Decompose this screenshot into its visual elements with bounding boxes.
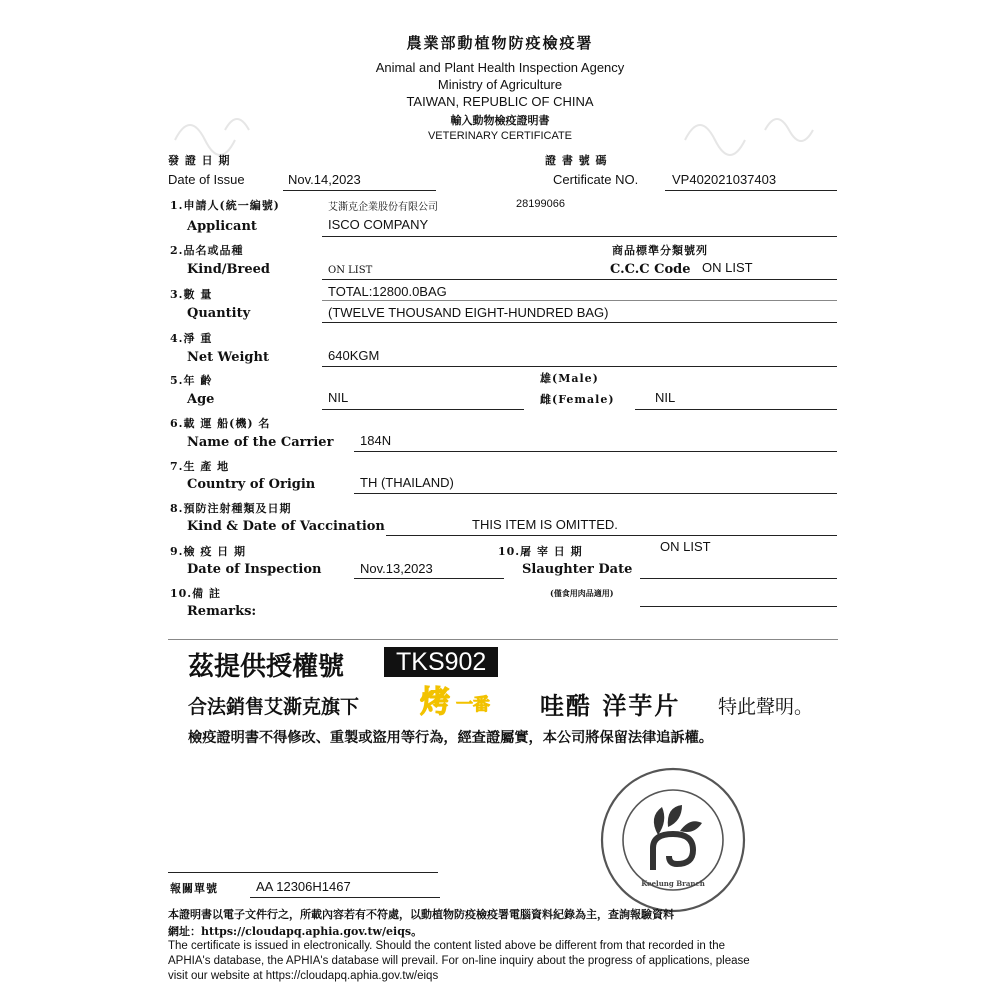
age-label-en: Age [187,392,215,407]
footer-zh-line1: 本證明書以電子文件行之，所載內容若有不符處，以動植物防疫檢疫署電腦資料紀錄為主，查詢報驗資料 [168,908,674,921]
ccc-value: ON LIST [702,260,753,275]
cert-type-zh: 輸入動物檢疫證明書 [450,114,550,127]
age-label-zh: 5.年 齡 [170,374,213,387]
kind-value: ON LIST [328,265,373,276]
svg-text:一番: 一番 [456,695,490,715]
remarks-label-en: Remarks: [187,604,257,619]
cert-no-value: VP402021037403 [672,172,777,187]
line2-suffix: 特此聲明。 [718,696,814,718]
remarks-label-zh: 10.備 註 [170,587,221,600]
carrier-label-zh: 6.載 運 船(機) 名 [170,417,271,430]
issue-date-value: Nov.14,2023 [288,172,361,187]
footer-en-line2: APHIA's database, the APHIA's database will prevail. For on-line inquiry about the progress of applications, please [168,955,750,967]
auth-label: 茲提供授權號 [188,652,345,682]
age-value: NIL [328,390,349,405]
brand-logo-icon [418,682,528,722]
origin-value: TH (THAILAND) [360,475,454,490]
quantity-value-words: (TWELVE THOUSAND EIGHT-HUNDRED BAG) [328,305,609,320]
footer-zh-line2: 網址：https://cloudapq.aphia.gov.tw/eiqs。 [168,925,423,938]
applicant-label-zh: 1.申請人(統一編號) [170,199,280,212]
footer-en-line1: The certificate is issued in electronically. Should the content listed above be different from that recorded in the [168,940,725,952]
cert-no-label-zh: 證 書 號 碼 [545,154,608,167]
inspection-value: Nov.13,2023 [360,561,433,576]
slaughter-note: (僅食用肉品適用) [550,588,614,598]
slaughter-label-zh: 10.屠 宰 日 期 [498,545,583,558]
vaccination-value: THIS ITEM IS OMITTED. [472,517,618,532]
carrier-label-en: Name of the Carrier [187,435,334,450]
seal-branch: Keelung Branch [641,879,705,888]
applicant-tax-id: 28199066 [516,198,565,210]
origin-label-en: Country of Origin [187,477,316,492]
vaccination-label-zh: 8.預防注射種類及日期 [170,502,292,515]
issue-date-label-en: Date of Issue [168,172,245,187]
agency-title-zh: 農業部動植物防疫檢疫署 [406,34,594,52]
quantity-label-zh: 3.數 量 [170,288,213,301]
carrier-value: 184N [360,433,392,448]
footer-en-line3: visit our website at https://cloudapq.aphia.gov.tw/eiqs [168,970,439,982]
product-name: 哇酷 洋芋片 [540,692,681,720]
official-seal [598,765,748,915]
report-label-zh: 報關單號 [170,882,218,895]
slaughter-label-en: Slaughter Date [522,562,633,577]
ministry-title: Ministry of Agriculture [437,77,563,92]
slaughter-value: ON LIST [660,539,711,554]
svg-text:烤: 烤 [420,685,450,720]
ccc-label-zh: 商品標準分類號列 [612,244,708,257]
weight-label-zh: 4.淨 重 [170,332,213,345]
quantity-value-total: TOTAL:12800.0BAG [328,284,447,299]
weight-label-en: Net Weight [187,350,269,365]
inspection-label-en: Date of Inspection [187,562,322,577]
line2-prefix: 合法銷售艾澌克旗下 [188,696,360,718]
country-title: TAIWAN, REPUBLIC OF CHINA [406,94,594,109]
cert-type-en: VETERINARY CERTIFICATE [427,130,573,142]
agency-title-en: Animal and Plant Health Inspection Agency [375,60,625,75]
kind-label-en: Kind/Breed [187,262,270,277]
auth-code-badge [384,648,498,677]
inspection-label-zh: 9.檢 疫 日 期 [170,545,246,558]
vaccination-label-en: Kind & Date of Vaccination [187,519,385,534]
applicant-label-en: Applicant [187,219,257,234]
applicant-value: ISCO COMPANY [328,217,429,232]
brand-logo [418,682,528,722]
report-value: AA 12306H1467 [256,879,351,894]
issue-date-label-zh: 發 證 日 期 [168,154,231,167]
legal-notice: 檢疫證明書不得修改、重製或盜用等行為，經查證屬實，本公司將保留法律追訴權。 [188,730,713,746]
male-label: 雄(Male) [540,372,599,385]
applicant-value-zh: 艾澌克企業股份有限公司 [328,202,438,213]
sex-value: NIL [655,390,676,405]
cert-no-label-en: Certificate NO. [553,172,639,187]
origin-label-zh: 7.生 產 地 [170,460,230,473]
quantity-label-en: Quantity [187,306,251,321]
ccc-label-en: C.C.C Code [610,262,691,277]
auth-code: TKS902 [384,647,498,677]
kind-label-zh: 2.品名或品種 [170,244,244,257]
weight-value: 640KGM [328,348,380,363]
female-label: 雌(Female) [540,393,615,406]
